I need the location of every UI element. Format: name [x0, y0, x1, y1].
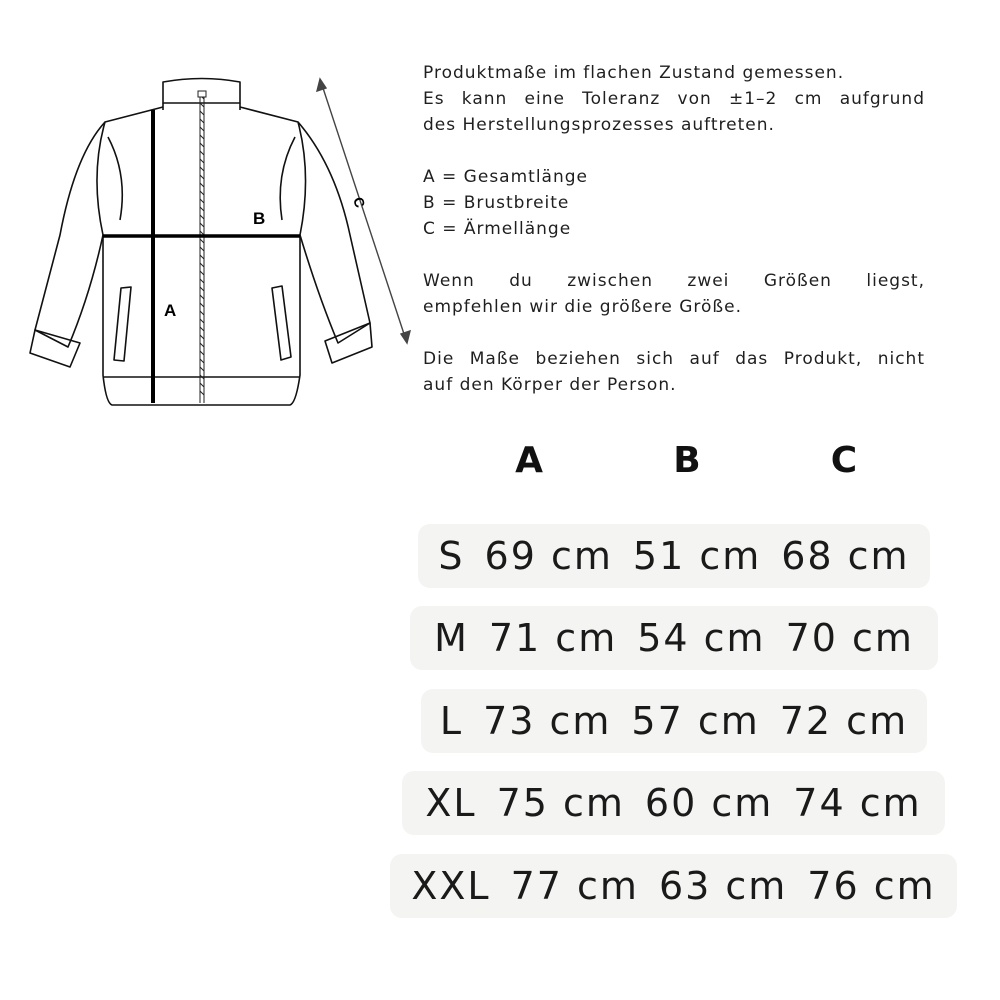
- measure-line-c: [317, 79, 410, 343]
- info-line: Wenn du zwischen zwei Größen liegst,: [423, 271, 925, 291]
- value-a: 71 cm: [488, 616, 618, 660]
- info-line: des Herstellungsprozesses auftreten.: [423, 115, 775, 135]
- legend-item-a: A = Gesamtlänge: [423, 167, 588, 187]
- jacket-left-pocket: [114, 287, 131, 361]
- info-line: Es kann eine Toleranz von ±1–2 cm aufgrund: [423, 89, 925, 109]
- value-a: 69 cm: [484, 534, 613, 578]
- size-label: S: [438, 534, 465, 578]
- info-paragraph-1: [423, 60, 925, 138]
- info-line: Die Maße beziehen sich auf das Produkt, nicht: [423, 349, 925, 369]
- size-row-m: [410, 606, 938, 670]
- info-line: auf den Körper der Person.: [423, 375, 677, 395]
- info-paragraph-2: [423, 268, 925, 320]
- info-line: Produktmaße im flachen Zustand gemessen.: [423, 63, 845, 83]
- column-header-b: B: [673, 440, 701, 481]
- value-a: 77 cm: [510, 864, 639, 908]
- value-c: 76 cm: [807, 864, 936, 908]
- size-label: XXL: [411, 864, 491, 908]
- size-label: M: [434, 616, 469, 660]
- size-row-s: [418, 524, 930, 588]
- value-c: 68 cm: [781, 534, 910, 578]
- column-header-a: A: [515, 440, 543, 481]
- legend: [423, 164, 925, 242]
- jacket-measurement-diagram: [20, 55, 420, 415]
- jacket-zipper: [198, 91, 206, 403]
- label-a: A: [164, 301, 177, 320]
- value-a: 73 cm: [483, 699, 612, 743]
- size-row-xl: [402, 771, 945, 835]
- column-header-c: C: [830, 440, 858, 481]
- value-b: 57 cm: [631, 699, 760, 743]
- size-row-l: [421, 689, 927, 753]
- value-b: 54 cm: [637, 616, 766, 660]
- info-paragraph-3: [423, 346, 925, 398]
- label-b: B: [253, 209, 266, 228]
- legend-item-c: C = Ärmellänge: [423, 219, 572, 239]
- jacket-right-sleeve: [298, 122, 370, 343]
- legend-item-b: B = Brustbreite: [423, 193, 570, 213]
- info-line: empfehlen wir die größere Größe.: [423, 297, 742, 317]
- value-b: 63 cm: [658, 864, 788, 908]
- measurement-info: [423, 60, 925, 424]
- value-a: 75 cm: [496, 781, 625, 825]
- size-row-xxl: [390, 854, 957, 918]
- value-c: 70 cm: [785, 616, 914, 660]
- label-c: C: [350, 195, 369, 210]
- jacket-left-sleeve: [35, 122, 105, 347]
- value-c: 74 cm: [793, 781, 922, 825]
- value-c: 72 cm: [779, 699, 909, 743]
- jacket-right-pocket: [272, 286, 291, 360]
- size-label: L: [439, 699, 464, 743]
- value-b: 60 cm: [644, 781, 774, 825]
- size-label: XL: [425, 781, 477, 825]
- value-b: 51 cm: [632, 534, 762, 578]
